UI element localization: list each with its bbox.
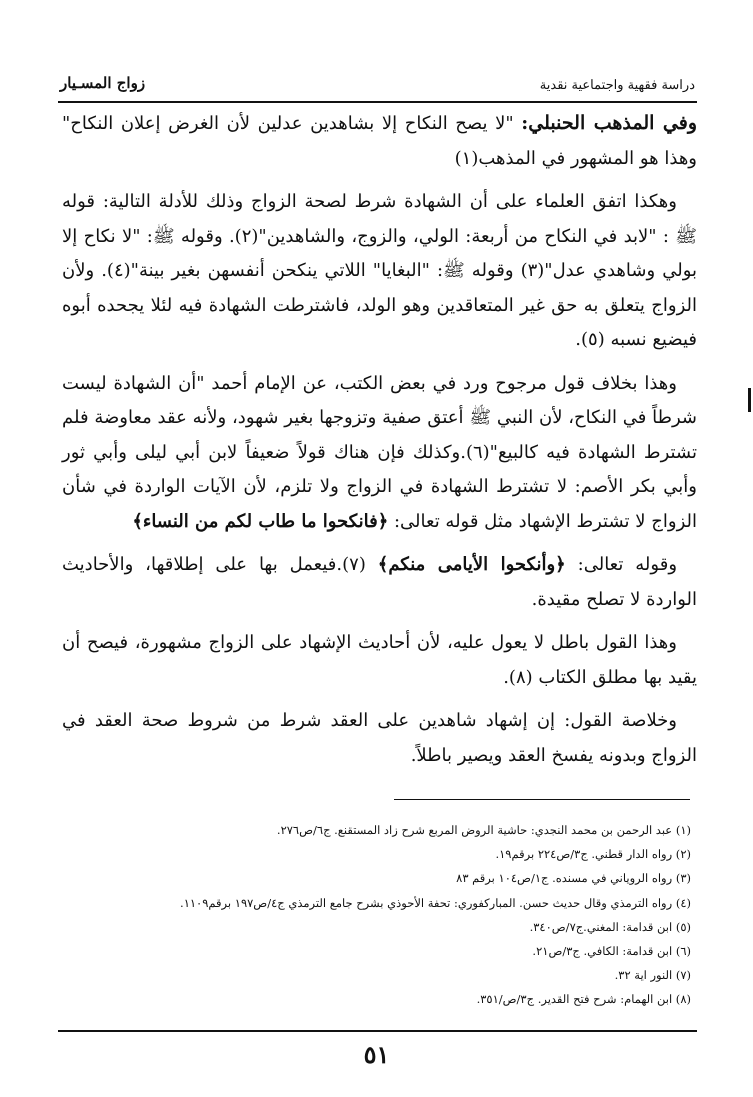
paragraph-refutation: وهذا القول باطل لا يعول عليه، لأن أحاديث الإشهاد على الزواج مشهورة، فيصح أن يقيد بها مطلق الكتاب (٨). <box>62 632 697 688</box>
footnote: (٣) رواه الروياني في مسنده. ج١/ص١٠٤ برقم ٨٣ <box>456 871 691 886</box>
header-divider <box>58 101 697 103</box>
scan-margin-mark <box>748 388 751 412</box>
paragraph-text: وهذا بخلاف قول مرجوح ورد في بعض الكتب، عن الإمام أحمد "أن الشهادة ليست شرطاً في النكاح، لأن النبي ﷺ أعتق صفية وتزوجها بغير شهود، ولأنه عقد معاوضة فلم تشترط الشهادة فيه كالبيع"(٦).وكذلك فإن هناك قولاً ضعيفاً لابن أبي ليلى وأبي ثور وأبي بكر الأصم: لا تشترط الشهادة في الزواج ولا تلزم، لأن الآيات الواردة في شأن الزواج لا تشترط الإشهاد مثل قوله تعالى: <box>62 372 698 532</box>
footnotes <box>150 818 691 1012</box>
footnote: (٧) النور اية ٣٢. <box>614 968 691 983</box>
footnote: (١) عبد الرحمن بن محمد النجدي: حاشية الروض المربع شرح زاد المستقنع. ج٦/ص٢٧٦. <box>276 823 691 837</box>
paragraph-text: وقوله تعالى: <box>565 554 678 575</box>
page-number: ٥١ <box>363 1040 390 1069</box>
paragraph-hanbali <box>62 106 697 176</box>
paragraph-text: "لا يصح النكاح إلا بشاهدين عدلين لأن الغرض إعلان النكاح" وهذا هو المشهور في المذهب(١) <box>62 113 697 169</box>
paragraph-text: (٧).فيعمل بها على إطلاقها، والأحاديث الواردة لا تصلح مقيدة. <box>62 554 697 610</box>
quran-verse: ﴿فانكحوا ما طاب لكم من النساء﴾ <box>132 510 389 532</box>
paragraph-consensus: وهكذا اتفق العلماء على أن الشهادة شرط لصحة الزواج وذلك للأدلة التالية: قوله ﷺ : "لابد في النكاح من أربعة: الولي، والزوج، والشاهدين"(٢). وقوله ﷺ: "لا نكاح إلا بولي وشاهدي عدل"(٣) وقوله ﷺ: "البغايا" اللاتي ينكحن أنفسهن بغير بينة"(٤). ولأن الزواج يتعلق به حق غير المتعاقدين وهو الولد، فاشترطت الشهادة فيه لئلا يجحده أبوه فيضيع نسبه (٥). <box>62 191 697 350</box>
footnote: (٤) رواه الترمذي وقال حديث حسن. المباركفوري: تحفة الأحوذي بشرح جامع الترمذي ج٤/ص١٩٧ برقم١١٠٩. <box>180 895 691 910</box>
quran-verse: ﴿وأنكحوا الأيامى منكم﴾ <box>377 554 566 575</box>
paragraph-conclusion: وخلاصة القول: إن إشهاد شاهدين على العقد شرط من شروط صحة العقد في الزواج وبدونه يفسخ العقد ويصير باطلاً. <box>62 710 697 766</box>
paragraph-verse <box>62 548 697 617</box>
paragraph-lead: وفي المذهب الحنبلي: <box>521 112 697 134</box>
footer-divider <box>58 1030 697 1032</box>
running-header-title: زواج المسـيار <box>60 74 146 92</box>
footnote: (٦) ابن قدامة: الكافي. ج٣/ص٢١. <box>532 944 691 959</box>
footnote: (٨) ابن الهمام: شرح فتح القدير. ج٣/ص/٣٥١. <box>476 992 691 1007</box>
footnote: (٢) رواه الدار قطني. ج٣/ص٢٢٤ برقم١٩. <box>495 847 691 862</box>
footnote: (٥) ابن قدامة: المغني.ج٧/ص٣٤٠. <box>529 919 691 934</box>
running-header-subtitle: دراسة فقهية واجتماعية نقدية <box>539 78 695 93</box>
main-text <box>62 106 697 782</box>
paragraph-weak-opinion <box>62 367 697 540</box>
footnote-divider <box>394 799 690 800</box>
